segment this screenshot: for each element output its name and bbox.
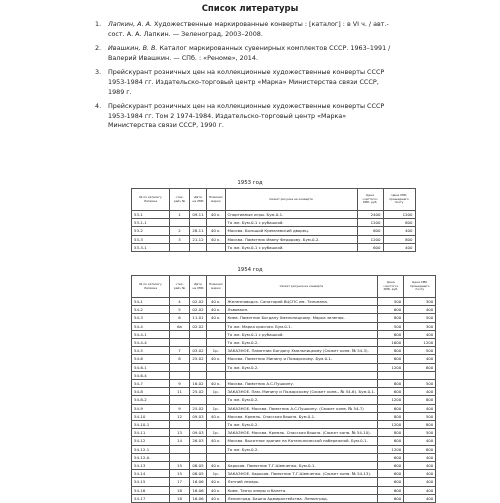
stamp-value-cell: 1р. [207,429,226,437]
stamp-value-cell: 40 к. [207,298,226,306]
price-list-number-cell: 1 [170,211,190,219]
stamp-value-cell: 1р. [207,404,226,412]
table-header-row [132,189,416,211]
price-list-number-cell [170,453,190,461]
table-row [132,494,436,502]
price-list-number-cell: 15 [170,462,190,470]
used-price-cell: 400 [404,437,436,445]
stamp-value-cell [207,243,226,251]
column-header: Цена «чистого» ХМК, руб. [357,189,383,211]
stamp-value-cell: 1р. [207,388,226,396]
price-list-number-cell [170,396,190,404]
price-list-number-cell: 12 [170,412,190,420]
date-cell [190,219,207,227]
date-cell: 16.06 [190,478,207,486]
date-cell: 11.01 [190,314,207,322]
used-price-cell: 300 [404,298,436,306]
catalog-number-cell: 54-4-4 [132,339,170,347]
price-list-number-cell [170,421,190,429]
subject-cell: То же. Бум.0-1 с рубашкой. [225,330,378,338]
price-list-number-cell: 5 [170,306,190,314]
date-cell: 09.03 [190,412,207,420]
mint-price-cell [378,371,404,379]
date-cell [190,421,207,429]
table-row [132,470,436,478]
subject-cell: То же. Бум.0-2. [225,445,378,453]
date-cell: 21.12 [190,235,207,243]
mint-price-cell: 600 [378,486,404,494]
date-cell: 02.02 [190,322,207,330]
catalog-number-cell: 53-2 [132,227,170,235]
mint-price-cell: 600 [378,355,404,363]
table-row [132,322,436,330]
price-list-number-cell: 3 [170,235,190,243]
used-price-cell: 800 [383,235,415,243]
catalog-number-cell: 53-1-1 [132,219,170,227]
stamp-value-cell: 40 к. [207,314,226,322]
table-row [132,235,416,243]
stamp-value-cell [207,219,226,227]
stamp-value-cell: 40 к. [207,355,226,363]
reference-item [95,68,395,97]
mint-price-cell: 600 [357,227,383,235]
price-list-number-cell: 6 [170,314,190,322]
subject-cell: ЗАКАЗНОЕ. Памятник Богдану Хмельницкому (Сюжет конв. № 54-3). [225,347,378,355]
mint-price-cell: 500 [378,322,404,330]
date-cell: 16.02 [190,380,207,388]
column-header: Цена ХМК прошедшего почту [383,189,415,211]
table-row [132,298,436,306]
stamp-value-cell [207,453,226,461]
table-row [132,243,416,251]
table-row [132,355,436,363]
mint-price-cell: 1200 [378,421,404,429]
reference-item [95,102,395,131]
stamp-value-cell [207,396,226,404]
catalog-number-cell: 54-8-2 [132,396,170,404]
table-row [132,453,436,461]
date-cell: 16.06 [190,486,207,494]
price-list-number-cell: 18 [170,486,190,494]
date-cell: 28.11 [190,227,207,235]
stamp-value-cell [207,339,226,347]
stamp-value-cell: 1р. [207,470,226,478]
used-price-cell: 500 [404,347,436,355]
subject-cell: Москва. Памятник Ивану Федорову. Бум.0-2. [225,235,357,243]
subject-cell: То же. Бум.0-1 с рубашкой. [225,243,357,251]
table-row [132,429,436,437]
price-list-number-cell: 9 [170,380,190,388]
stamp-value-cell [207,363,226,371]
table-row [132,486,436,494]
column-header: Номинал марки [207,189,226,211]
subject-cell: То же. Бум.0-2. [225,396,378,404]
reference-text: Прейскурант розничных цен на коллекционные художественные конверты СССР 1953-1984 гг. Издательско-торговый центр «Марка» Министерства связи СССР, 1989 г. [108,68,385,96]
catalog-number-cell: 54-3 [132,314,170,322]
used-price-cell: 400 [404,478,436,486]
price-list-number-cell: 6а [170,322,190,330]
catalog-number-cell: 54-10 [132,412,170,420]
subject-cell: Харьков. Памятник Т.Г.Шевченко. Бум.0-1. [225,462,378,470]
date-cell: 09.03 [190,429,207,437]
reference-author: Ивашкин, В. В. [108,44,158,53]
price-list-number-cell: 15 [170,470,190,478]
subject-cell: То же. Марка красная. Бум.0-1. [225,322,378,330]
catalog-number-cell: 53-3 [132,235,170,243]
subject-cell: ЗАКАЗНОЕ. Пам. Минину и Пожарскому (Сюжет конв.- № 54-6). Бум.0-1. [225,388,378,396]
date-cell: 08.05 [190,470,207,478]
catalog-number-cell: 54-12 [132,437,170,445]
price-list-number-cell [170,330,190,338]
date-cell [190,330,207,338]
reference-text: Прейскурант розничных цен на коллекционные художественные конверты СССР 1953-1984 гг. Том 2 1974-1984. Издательско-торговый центр «Марка» Министерства связи СССР, 1990 г. [108,102,385,130]
subject-cell: То же. Бум.0-2. [225,363,378,371]
column-header: Цена ХМК прошедшего почту [404,276,436,298]
date-cell: 03.02 [190,347,207,355]
column-header: № по каталогу Лапкина [132,276,170,298]
used-price-cell: 800 [404,363,436,371]
used-price-cell [404,371,436,379]
used-price-cell: 400 [404,388,436,396]
used-price-cell: 300 [404,322,436,330]
table-row [132,380,436,388]
price-list-number-cell: 13 [170,429,190,437]
catalog-number-cell: 54-12-А [132,453,170,461]
stamp-value-cell: 40 к. [207,486,226,494]
column-header: «тех-рай» № [170,276,190,298]
catalog-number-cell: 54-4 [132,322,170,330]
catalog-number-cell: 54-2 [132,306,170,314]
date-cell: 02.02 [190,298,207,306]
mint-price-cell: 600 [378,388,404,396]
date-cell: 25.02 [190,388,207,396]
stamp-value-cell [207,330,226,338]
subject-cell [225,371,378,379]
table-row [132,437,436,445]
catalog-number-cell: 54-1 [132,298,170,306]
mint-price-cell: 1600 [378,339,404,347]
subject-cell: Москва. Высотное здание на Котельнической набережной. Бум.0-1. [225,437,378,445]
used-price-cell: 500 [404,380,436,388]
subject-cell: То же. Бум.0-1 с рубашкой. [225,219,357,227]
mint-price-cell: 1200 [378,363,404,371]
catalog-number-cell: 54-9 [132,404,170,412]
table-row [132,306,436,314]
reference-number: 2. [95,44,102,53]
stamp-value-cell: 40 к. [207,462,226,470]
used-price-cell: 400 [404,486,436,494]
subject-cell: Москва. Кремль. Спасская башня. Бум.0-1. [225,412,378,420]
mint-price-cell: 600 [378,453,404,461]
subject-cell: Москва. Памятник А.С.Пушкину. [225,380,378,388]
column-header: № по каталогу Лапкина [132,189,170,211]
column-header: Дата на ХМК [190,276,207,298]
catalog-number-cell: 53-1 [132,211,170,219]
stamp-value-cell: 40 к. [207,494,226,502]
subject-cell: То же. Бум.0-2. [225,421,378,429]
stamp-value-cell: 40 к. [207,478,226,486]
subject-cell: Спортивные игры. Бум.0-1. [225,211,357,219]
catalog-number-cell: 54-12-1 [132,445,170,453]
stamp-value-cell: 40 к. [207,211,226,219]
price-list-number-cell: 17 [170,478,190,486]
mint-price-cell: 600 [378,478,404,486]
reference-number: 4. [95,102,102,111]
reference-list [95,20,395,136]
subject-cell: Киев. Театр оперы и балета. [225,486,378,494]
subject-cell: Львовкин. [225,306,378,314]
stamp-value-cell [207,322,226,330]
used-price-cell: 500 [404,412,436,420]
date-cell [190,339,207,347]
date-cell: 08.05 [190,462,207,470]
price-list-number-cell [170,339,190,347]
catalog-number-cell: 54-7 [132,380,170,388]
stamp-value-cell [207,371,226,379]
mint-price-cell: 1200 [378,445,404,453]
price-list-number-cell [170,219,190,227]
date-cell [190,243,207,251]
reference-item [95,44,395,63]
used-price-cell: 400 [404,404,436,412]
used-price-cell: 1200 [404,339,436,347]
mint-price-cell: 800 [378,380,404,388]
subject-cell: То же. Бум.0-2. [225,339,378,347]
mint-price-cell: 2400 [357,211,383,219]
catalog-number-cell: 54-6-1 [132,363,170,371]
used-price-cell: 400 [404,462,436,470]
date-cell [190,453,207,461]
used-price-cell: 800 [404,421,436,429]
reference-item [95,20,395,39]
used-price-cell: 400 [404,470,436,478]
price-list-number-cell: 8 [170,355,190,363]
mint-price-cell: 1200 [357,219,383,227]
mint-price-cell: 600 [378,437,404,445]
stamp-value-cell [207,421,226,429]
subject-cell: Москва. Большой Кремлевский дворец. [225,227,357,235]
date-cell [190,363,207,371]
table-row [132,478,436,486]
year-heading-1953: 1953 год [237,180,263,186]
stamp-value-cell: 40 к. [207,227,226,235]
mint-price-cell: 800 [378,429,404,437]
mint-price-cell: 600 [378,494,404,502]
table-row [132,314,436,322]
table-row [132,371,436,379]
price-list-number-cell [170,371,190,379]
catalog-number-cell: 53-3-1 [132,243,170,251]
used-price-cell: 800 [383,219,415,227]
stamp-value-cell: 40 к. [207,306,226,314]
catalog-number-cell: 54-6 [132,355,170,363]
date-cell: 09.11 [190,211,207,219]
used-price-cell: 400 [383,243,415,251]
mint-price-cell: 600 [378,404,404,412]
subject-cell: ЗАКАЗНОЕ. Москва. Памятник А.С.Пушкину. (Сюжет конв. № 54-7) [225,404,378,412]
column-header: Цена «чистого» ХМК, руб. [378,276,404,298]
used-price-cell: 400 [404,453,436,461]
price-list-number-cell: 7 [170,347,190,355]
catalog-number-cell: 54-13 [132,462,170,470]
catalog-number-cell: 54-5 [132,347,170,355]
mint-price-cell: 600 [357,243,383,251]
used-price-cell: 400 [383,227,415,235]
table-row [132,404,436,412]
column-header: Сюжет рисунка на конверте [225,276,378,298]
table-row [132,219,416,227]
catalog-table-1953 [131,188,416,252]
catalog-number-cell: 54-8 [132,388,170,396]
price-list-number-cell [170,363,190,371]
stamp-value-cell: 40 к. [207,380,226,388]
used-price-cell: 800 [404,396,436,404]
date-cell: 25.02 [190,404,207,412]
table-row [132,330,436,338]
stamp-value-cell [207,445,226,453]
catalog-number-cell: 54-10-1 [132,421,170,429]
reference-number: 1. [95,20,102,28]
table-row [132,347,436,355]
column-header: Дата на ХМК [190,189,207,211]
subject-cell: Москва. Памятник Минину и Пожарскому. Бум.0-1. [225,355,378,363]
subject-cell: Киев. Памятник Богдану Хмельницкому. Марка зеленая. [225,314,378,322]
catalog-number-cell: 54-16 [132,486,170,494]
page-title: Список литературы [201,4,299,14]
subject-cell [225,453,378,461]
price-list-number-cell: 2 [170,227,190,235]
catalog-table-1954 [131,275,436,503]
price-list-number-cell: 11 [170,388,190,396]
table-row [132,445,436,453]
mint-price-cell: 600 [378,470,404,478]
year-heading-1954: 1954 год [237,267,263,273]
mint-price-cell: 800 [378,347,404,355]
stamp-value-cell: 40 к. [207,235,226,243]
catalog-number-cell: 54-11 [132,429,170,437]
used-price-cell: 500 [404,429,436,437]
used-price-cell: 400 [404,494,436,502]
price-list-number-cell: 4 [170,298,190,306]
used-price-cell: 1200 [383,211,415,219]
stamp-value-cell: 40 к. [207,412,226,420]
subject-cell: ЗАКАЗНОЕ. Москва. Кремль. Спасская башня. (Сюжет конв. № 54-10). [225,429,378,437]
table-row [132,412,436,420]
date-cell: 25.02 [190,355,207,363]
mint-price-cell: 800 [378,412,404,420]
reference-number: 3. [95,68,102,77]
used-price-cell: 800 [404,445,436,453]
mint-price-cell: 600 [378,306,404,314]
price-list-number-cell [170,243,190,251]
reference-text: Каталог маркированных сувенирных комплектов СССР. 1963–1991 / Валерий Ивашкин. — СПб. : «Реноме», 2014. [108,44,391,62]
catalog-number-cell: 54-4-1 [132,330,170,338]
table-header-row [132,276,436,298]
mint-price-cell: 800 [378,314,404,322]
reference-text: Художественные маркированные конверты : [каталог] : в VI ч. / авт.-сост. А. А. Лапкин. — Зеленоград, 2003–2008. [108,20,389,38]
table-row [132,462,436,470]
subject-cell: Летний лекарь. [225,478,378,486]
table-row [132,396,436,404]
catalog-number-cell: 54-14 [132,470,170,478]
date-cell [190,445,207,453]
mint-price-cell: 500 [378,298,404,306]
column-header: «тех-рай» № [170,189,190,211]
table-row [132,388,436,396]
used-price-cell: 500 [404,314,436,322]
catalog-number-cell: 54-6-4 [132,371,170,379]
catalog-number-cell: 54-17 [132,494,170,502]
price-list-number-cell: 18 [170,494,190,502]
used-price-cell: 400 [404,355,436,363]
catalog-number-cell: 54-15 [132,478,170,486]
table-row [132,339,436,347]
date-cell [190,396,207,404]
table-row [132,227,416,235]
date-cell: 26.03 [190,437,207,445]
table-row [132,211,416,219]
subject-cell: Ленинград. Башня Адмиралтейства. Ленинград. [225,494,378,502]
date-cell: 02.02 [190,306,207,314]
table-row [132,421,436,429]
price-list-number-cell: 14 [170,437,190,445]
column-header: Сюжет рисунка на конверте [225,189,357,211]
table-row [132,363,436,371]
mint-price-cell: 600 [378,462,404,470]
stamp-value-cell: 1р. [207,347,226,355]
reference-author: Лапкин, А. А. [108,20,152,28]
subject-cell: ЗАКАЗНОЕ. Харьков. Памятник Т.Г.Шевченко. (Сюжет конв. № 54-13). [225,470,378,478]
used-price-cell: 400 [404,330,436,338]
used-price-cell: 400 [404,306,436,314]
subject-cell: Железноводск. Санаторий ВЦСПС им. Тельмана. [225,298,378,306]
price-list-number-cell: 9 [170,404,190,412]
mint-price-cell: 1200 [378,396,404,404]
price-list-number-cell [170,445,190,453]
date-cell: 16.06 [190,494,207,502]
date-cell [190,371,207,379]
column-header: Номинал марки [207,276,226,298]
mint-price-cell: 600 [378,330,404,338]
mint-price-cell: 1200 [357,235,383,243]
stamp-value-cell: 40 к. [207,437,226,445]
